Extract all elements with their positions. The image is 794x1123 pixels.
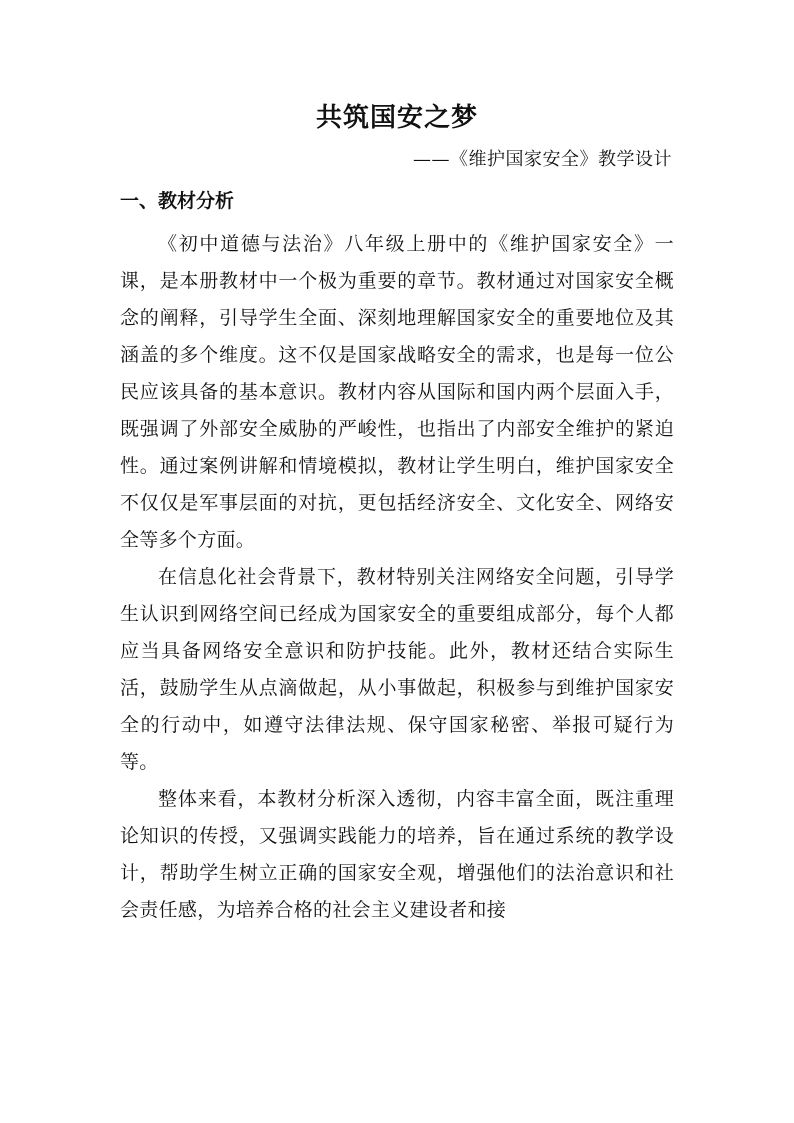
section-heading: 一、教材分析 [120,190,235,212]
paragraph: 《初中道德与法治》八年级上册中的《维护国家安全》一课，是本册教材中一个极为重要的章节。教材通过对国家安全概念的阐释，引导学生全面、深刻地理解国家安全的重要地位及其涵盖的多个维度。这不仅是国家战略安全的需求，也是每一位公民应该具备的基本意识。教材内容从国际和国内两个层面入手，既强调了外部安全威胁的严峻性，也指出了内部安全维护的紧迫性。通过案例讲解和情境模拟，教材让学生明白，维护国家安全不仅仅是军事层面的对抗，更包括经济安全、文化安全、网络安全等多个方面。 [120,233,674,551]
document-subtitle: ——《维护国家安全》教学设计 [413,149,672,170]
document-title: 共筑国安之梦 [315,103,478,133]
body-text [120,226,674,929]
paragraph: 整体来看，本教材分析深入透彻，内容丰富全面，既注重理论知识的传授，又强调实践能力的培养，旨在通过系统的教学设计，帮助学生树立正确的国家安全观，增强他们的法治意识和社会责任感，为培养合格的社会主义建设者和接 [120,788,674,921]
paragraph: 在信息化社会背景下，教材特别关注网络安全问题，引导学生认识到网络空间已经成为国家安全的重要组成部分，每个人都应当具备网络安全意识和防护技能。此外，教材还结合实际生活，鼓励学生从点滴做起，从小事做起，积极参与到维护国家安全的行动中，如遵守法律法规、保守国家秘密、举报可疑行为等。 [120,566,674,773]
